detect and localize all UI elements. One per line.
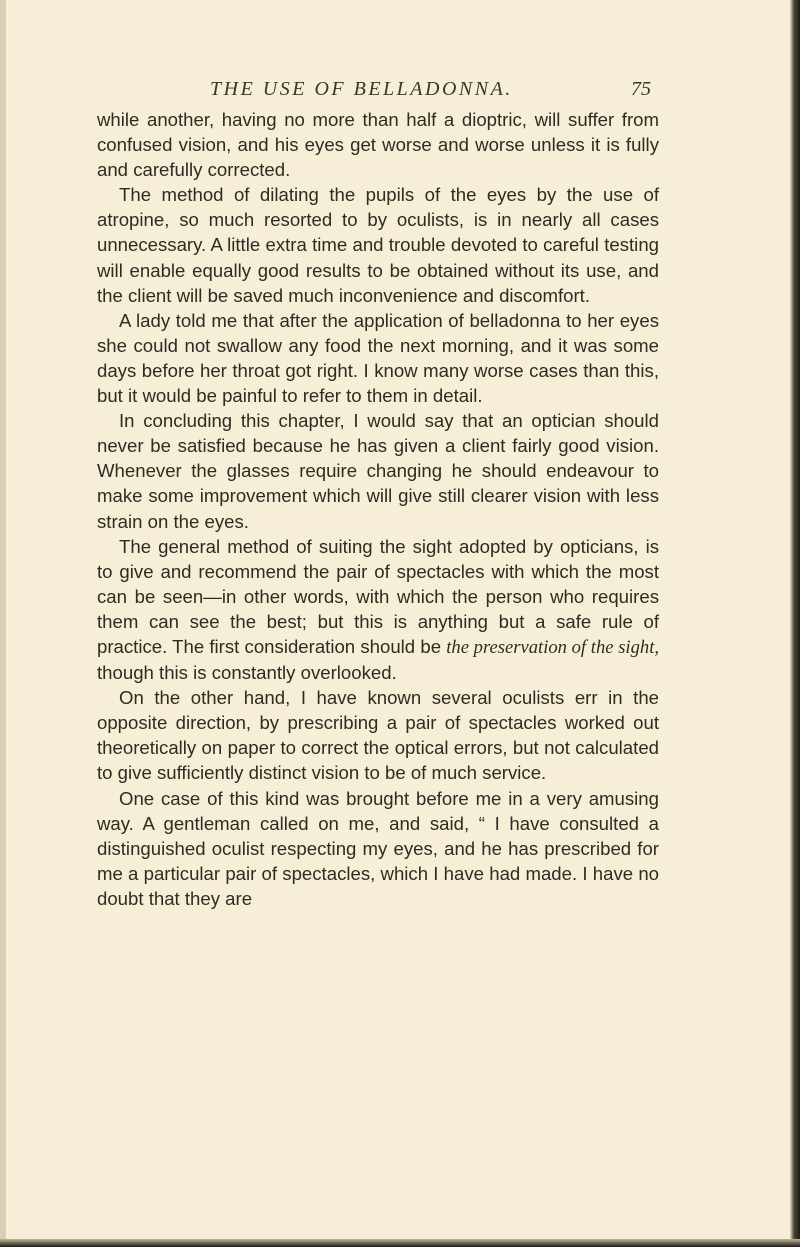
page-right-edge	[790, 0, 800, 1247]
body-text	[97, 107, 659, 911]
paragraph-5-text-after: though this is constantly overlooked.	[97, 662, 397, 684]
paragraph-7: One case of this kind was brought before me in a very amusing way. A gentleman called on me, and said, “ I have consulted a distinguished oculist respecting my eyes, and he has prescribed for me a particular pair of spectacles, which I have had made. I have no doubt that they are	[97, 787, 659, 909]
paragraph-5-text-before: The general method of suiting the sight adopted by opticians, is to give and recommend the pair of spectacles with which the most can be seen—in other words, with which the person who requires them can see the best; but this is anything but a safe rule of practice. The first consideration should be	[97, 535, 659, 657]
paragraph-2: The method of dilating the pupils of the eyes by the use of atropine, so much resorted to by oculists, is in nearly all cases unnecessary. A little extra time and trouble devoted to careful testing will enable equally good results to be obtained without its use, and the client will be saved much inconvenience and discomfort.	[97, 184, 659, 306]
paragraph-1: while another, having no more than half a dioptric, will suffer from confused vision, and his eyes get worse and worse unless it is fully and carefully corrected.	[97, 109, 659, 181]
page-left-edge	[0, 0, 6, 1247]
paragraph-5-emphasis: the preservation of the sight,	[446, 636, 660, 658]
page-number: 75	[631, 78, 651, 100]
paragraph-3: A lady told me that after the application of belladonna to her eyes she could not swallow any food the next morning, and it was some days before her throat got right. I know many worse cases than this, but it would be painful to refer to them in detail.	[97, 309, 659, 407]
paragraph-6: On the other hand, I have known several oculists err in the opposite direction, by prescribing a pair of spectacles worked out theoretically on paper to correct the optical errors, but not calculated to give sufficiently distinct vision to be of much service.	[97, 687, 659, 784]
running-head: THE USE OF BELLADONNA.	[210, 78, 513, 100]
page-bottom-edge	[0, 1239, 800, 1247]
paragraph-4: In concluding this chapter, I would say that an optician should never be satisfied because he has given a client fairly good vision. Whenever the glasses require changing he should endeavour to make some improvement which will give still clearer vision with less strain on the eyes.	[97, 410, 659, 532]
paragraph-5	[97, 534, 659, 686]
